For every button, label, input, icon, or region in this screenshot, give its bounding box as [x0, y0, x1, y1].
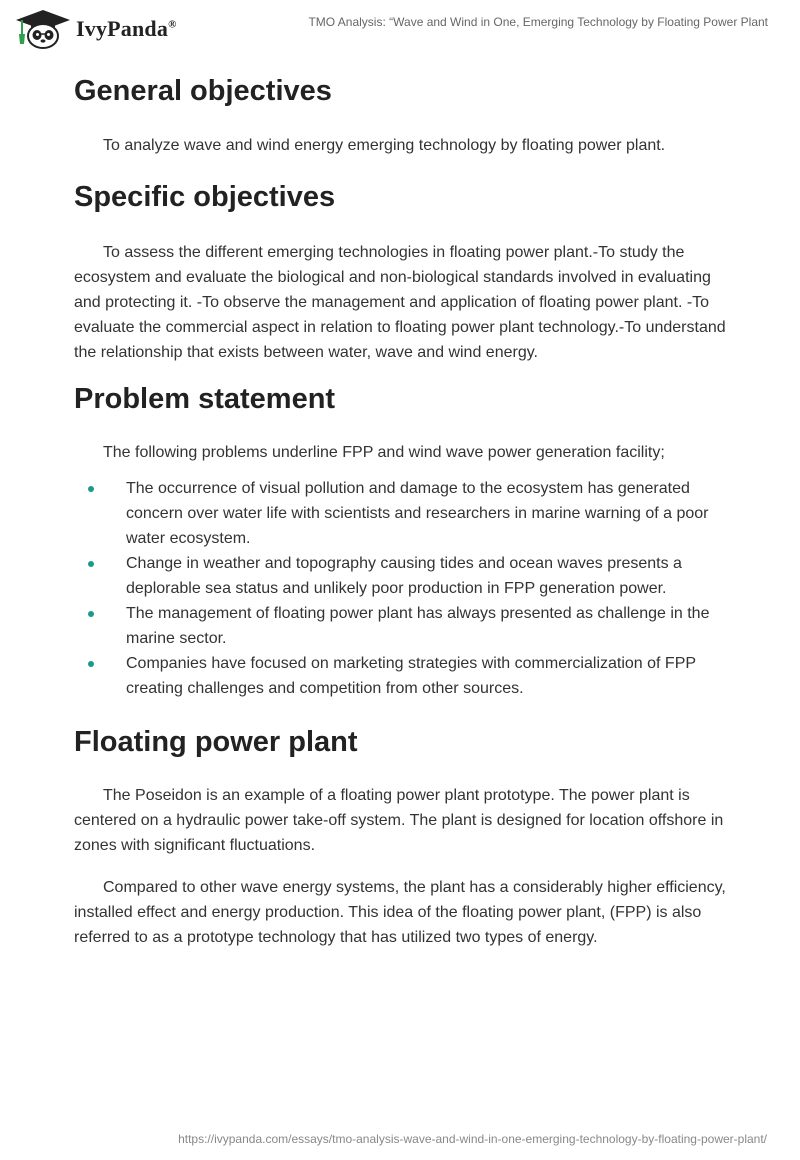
list-item-text: Change in weather and topography causing tides and ocean waves presents a deplorable sea status and unlikely poor production in FPP generation power. — [126, 555, 682, 597]
list-item — [74, 601, 734, 651]
document-title: TMO Analysis: “Wave and Wind in One, Emerging Technology by Floating Power Plant — [308, 15, 768, 29]
problem-list — [74, 476, 734, 701]
list-item — [74, 651, 734, 701]
bullet-icon — [88, 561, 94, 567]
panda-graduate-logo-icon — [14, 8, 72, 50]
article-content — [74, 71, 734, 950]
page-header — [0, 0, 800, 60]
list-item-text: The management of floating power plant has always presented as challenge in the marine sector. — [126, 605, 710, 647]
floating-power-plant-paragraph-1: The Poseidon is an example of a floating power plant prototype. The power plant is centered on a hydraulic power take-off system. The plant is designed for location offshore in zones with significant fluctuations. — [74, 787, 724, 854]
general-objectives-heading: General objectives — [74, 75, 332, 107]
list-item-text: Companies have focused on marketing strategies with commercialization of FPP creating challenges and competition from other sources. — [126, 655, 696, 697]
ivypanda-logo[interactable] — [14, 8, 177, 50]
problem-statement-heading: Problem statement — [74, 383, 336, 415]
bullet-icon — [88, 661, 94, 667]
brand-name: IvyPanda® — [76, 16, 177, 41]
specific-objectives-heading: Specific objectives — [74, 181, 336, 213]
general-objectives-text: To analyze wave and wind energy emerging technology by floating power plant. — [103, 137, 666, 154]
floating-power-plant-heading: Floating power plant — [74, 726, 358, 758]
list-item — [74, 551, 734, 601]
source-url-link[interactable]: https://ivypanda.com/essays/tmo-analysis-wave-and-wind-in-one-emerging-technology-by-floating-power-plant/ — [178, 1132, 767, 1146]
list-item-text: The occurrence of visual pollution and damage to the ecosystem has generated concern over water life with scientists and researchers in marine warning of a poor water ecosystem. — [126, 480, 709, 547]
bullet-icon — [88, 611, 94, 617]
problem-statement-intro: The following problems underline FPP and wind wave power generation facility; — [103, 444, 665, 461]
bullet-icon — [88, 486, 94, 492]
list-item — [74, 476, 734, 551]
floating-power-plant-paragraph-2: Compared to other wave energy systems, the plant has a considerably higher efficiency, installed effect and energy production. This idea of the floating power plant, (FPP) is also referred to as a prototype technology that has utilized two types of energy. — [74, 879, 726, 946]
specific-objectives-text: To assess the different emerging technologies in floating power plant.-To study the ecosystem and evaluate the biological and non-biological standards involved in evaluating and protecting it. -To observe the management and application of floating power plant. -To evaluate the commercial aspect in relation to floating power plant technology.-To understand the relationship that exists between water, wave and wind energy. — [74, 244, 726, 361]
